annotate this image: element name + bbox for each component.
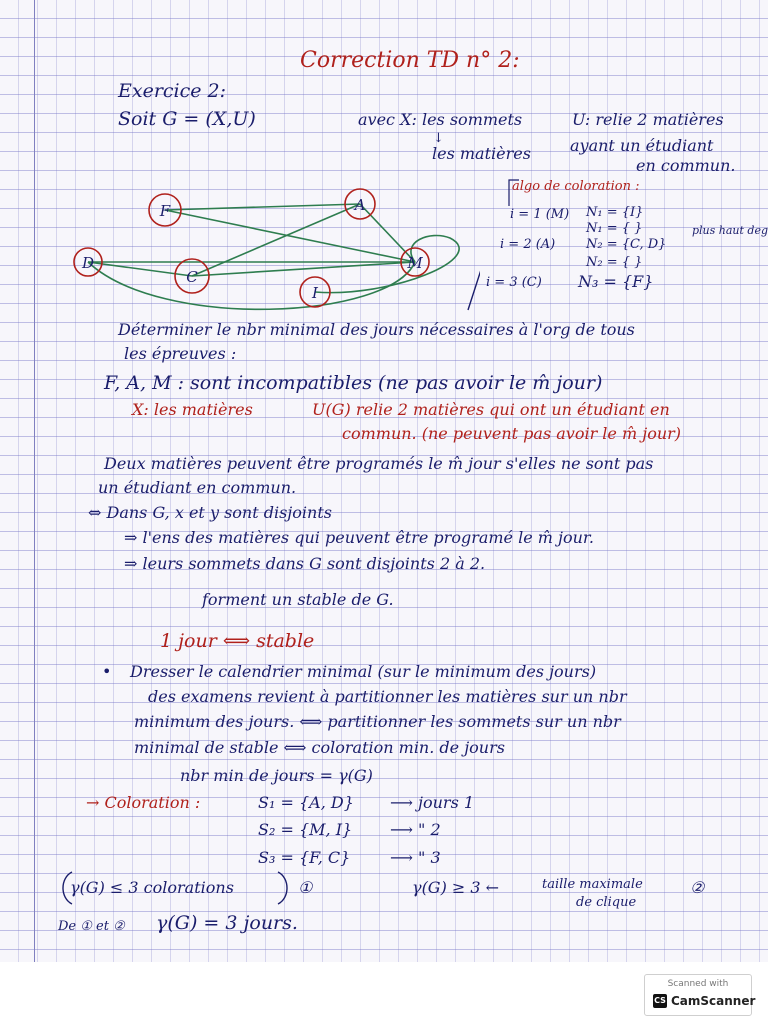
set-s1-result: ⟶ jours 1 xyxy=(390,793,475,812)
algo-i2: i = 2 (A) xyxy=(500,237,556,252)
arrow-down: ↓ xyxy=(433,131,444,146)
algo-n2a: N₂ = {C, D} xyxy=(586,237,667,252)
algo-note: plus haut deg xyxy=(692,224,768,237)
line-incompatibles: F, A, M : sont incompatibles (ne pas avoir le m̂ jour) xyxy=(104,372,603,394)
line-u-relie: U(G) relie 2 matières qui ont un étudiant en xyxy=(312,400,670,419)
algo-n1a: N₁ = {I} xyxy=(586,205,644,220)
algo-i3: i = 3 (C) xyxy=(486,275,542,290)
conclusion-result: γ(G) = 3 jours. xyxy=(156,912,298,934)
algo-i1: i = 1 (M) xyxy=(510,207,570,222)
line-minimum-jours: minimum des jours. ⟺ partitionner les sommets sur un nbr xyxy=(134,712,621,731)
set-s3-result: ⟶ " 3 xyxy=(390,848,441,867)
algo-n2b: N₂ = { } xyxy=(586,255,643,270)
graph-node-i: I xyxy=(312,284,318,302)
line-deux-matieres: Deux matières peuvent être programés le m̂ jour s'elles ne sont pas xyxy=(104,454,654,473)
result-lower-bound: γ(G) ≥ 3 ← xyxy=(412,878,500,897)
graph-node-a: A xyxy=(354,196,366,214)
def-etudiant: ayant un étudiant xyxy=(570,136,714,155)
def-soit: Soit G = (X,U) xyxy=(118,108,256,130)
line-ens-matieres: ⇒ l'ens des matières qui peuvent être programé le m̂ jour. xyxy=(124,528,594,547)
camscanner-logo-icon: CS xyxy=(653,994,667,1008)
line-sommets-disjoints: ⇒ leurs sommets dans G sont disjoints 2 à 2. xyxy=(124,554,486,573)
result-upper-bound: γ(G) ≤ 3 colorations xyxy=(70,878,234,897)
line-coloration: → Coloration : xyxy=(86,793,201,812)
result-mark-2: ② xyxy=(690,878,705,897)
line-determiner: Déterminer le nbr minimal des jours nécessaires à l'org de tous xyxy=(118,320,635,339)
watermark-name: CamScanner xyxy=(671,994,756,1008)
conclusion-prefix: De ① et ② xyxy=(58,919,125,934)
set-s2-result: ⟶ " 2 xyxy=(390,820,441,839)
algo-n1b: N₁ = { } xyxy=(586,221,643,236)
set-s2: S₂ = {M, I} xyxy=(258,820,353,839)
result-note-1: taille maximale xyxy=(542,877,643,892)
result-note-2: de clique xyxy=(576,895,637,910)
page-title: Correction TD n° 2: xyxy=(300,48,520,73)
algo-n3: N₃ = {F} xyxy=(578,272,654,291)
line-disjoints: ⇔ Dans G, x et y sont disjoints xyxy=(88,503,332,522)
line-commun-jour: commun. (ne peuvent pas avoir le m̂ jour) xyxy=(342,424,682,443)
set-s1: S₁ = {A, D} xyxy=(258,793,354,812)
graph-diagram xyxy=(60,180,480,320)
set-s3: S₃ = {F, C} xyxy=(258,848,351,867)
line-minimal-stable: minimal de stable ⟺ coloration min. de jours xyxy=(134,738,505,757)
line-dresser: Dresser le calendrier minimal (sur le minimum des jours) xyxy=(130,662,597,681)
line-stable: forment un stable de G. xyxy=(202,590,394,609)
camscanner-watermark xyxy=(644,974,756,1016)
algo-title: algo de coloration : xyxy=(512,179,640,194)
graph-node-m: M xyxy=(407,254,423,272)
exercise-heading: Exercice 2: xyxy=(118,80,227,102)
graph-node-d: D xyxy=(81,254,95,272)
bullet-dot: • xyxy=(102,662,112,681)
line-nbr-min: nbr min de jours = γ(G) xyxy=(180,766,373,785)
def-commun: en commun. xyxy=(636,156,736,175)
line-un-etudiant: un étudiant en commun. xyxy=(98,478,297,497)
graph-node-c: C xyxy=(186,268,198,286)
result-mark-1: ① xyxy=(298,878,313,897)
line-x-matieres: X: les matières xyxy=(132,400,253,419)
line-examens: des examens revient à partitionner les matières sur un nbr xyxy=(148,687,627,706)
watermark-caption: Scanned with xyxy=(667,979,729,989)
margin-line xyxy=(34,0,35,962)
def-matieres: les matières xyxy=(432,144,531,163)
line-jour-stable: 1 jour ⟺ stable xyxy=(160,630,315,652)
def-avec: avec X: les sommets xyxy=(358,110,523,129)
graph-node-f: F xyxy=(159,202,171,220)
def-u: U: relie 2 matières xyxy=(572,110,724,129)
line-epreuves: les épreuves : xyxy=(124,344,237,363)
